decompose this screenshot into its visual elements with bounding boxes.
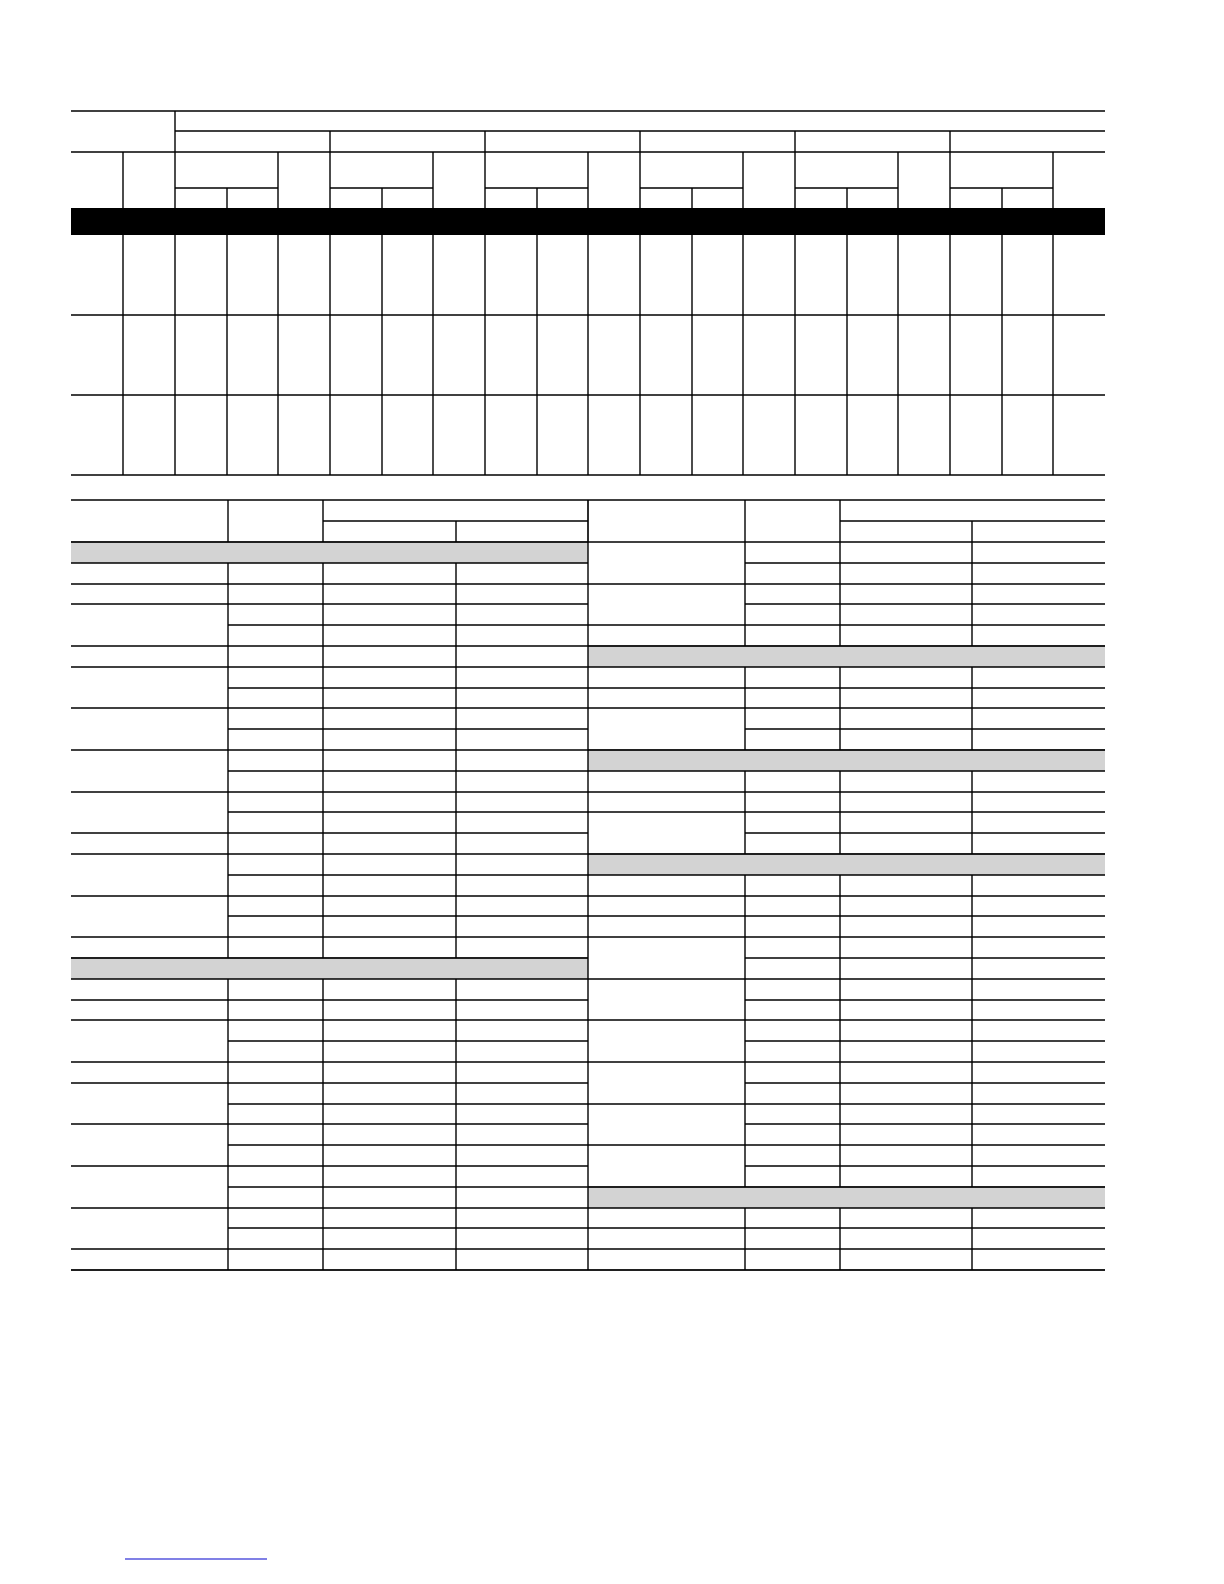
section-header-bar xyxy=(71,959,588,979)
section-header-bar xyxy=(588,647,1105,667)
section-header-bar xyxy=(71,543,588,563)
section-header-bar xyxy=(588,855,1105,875)
upper-header-band xyxy=(71,208,1105,235)
section-header-bar xyxy=(588,751,1105,771)
section-header-bar xyxy=(588,1188,1105,1208)
